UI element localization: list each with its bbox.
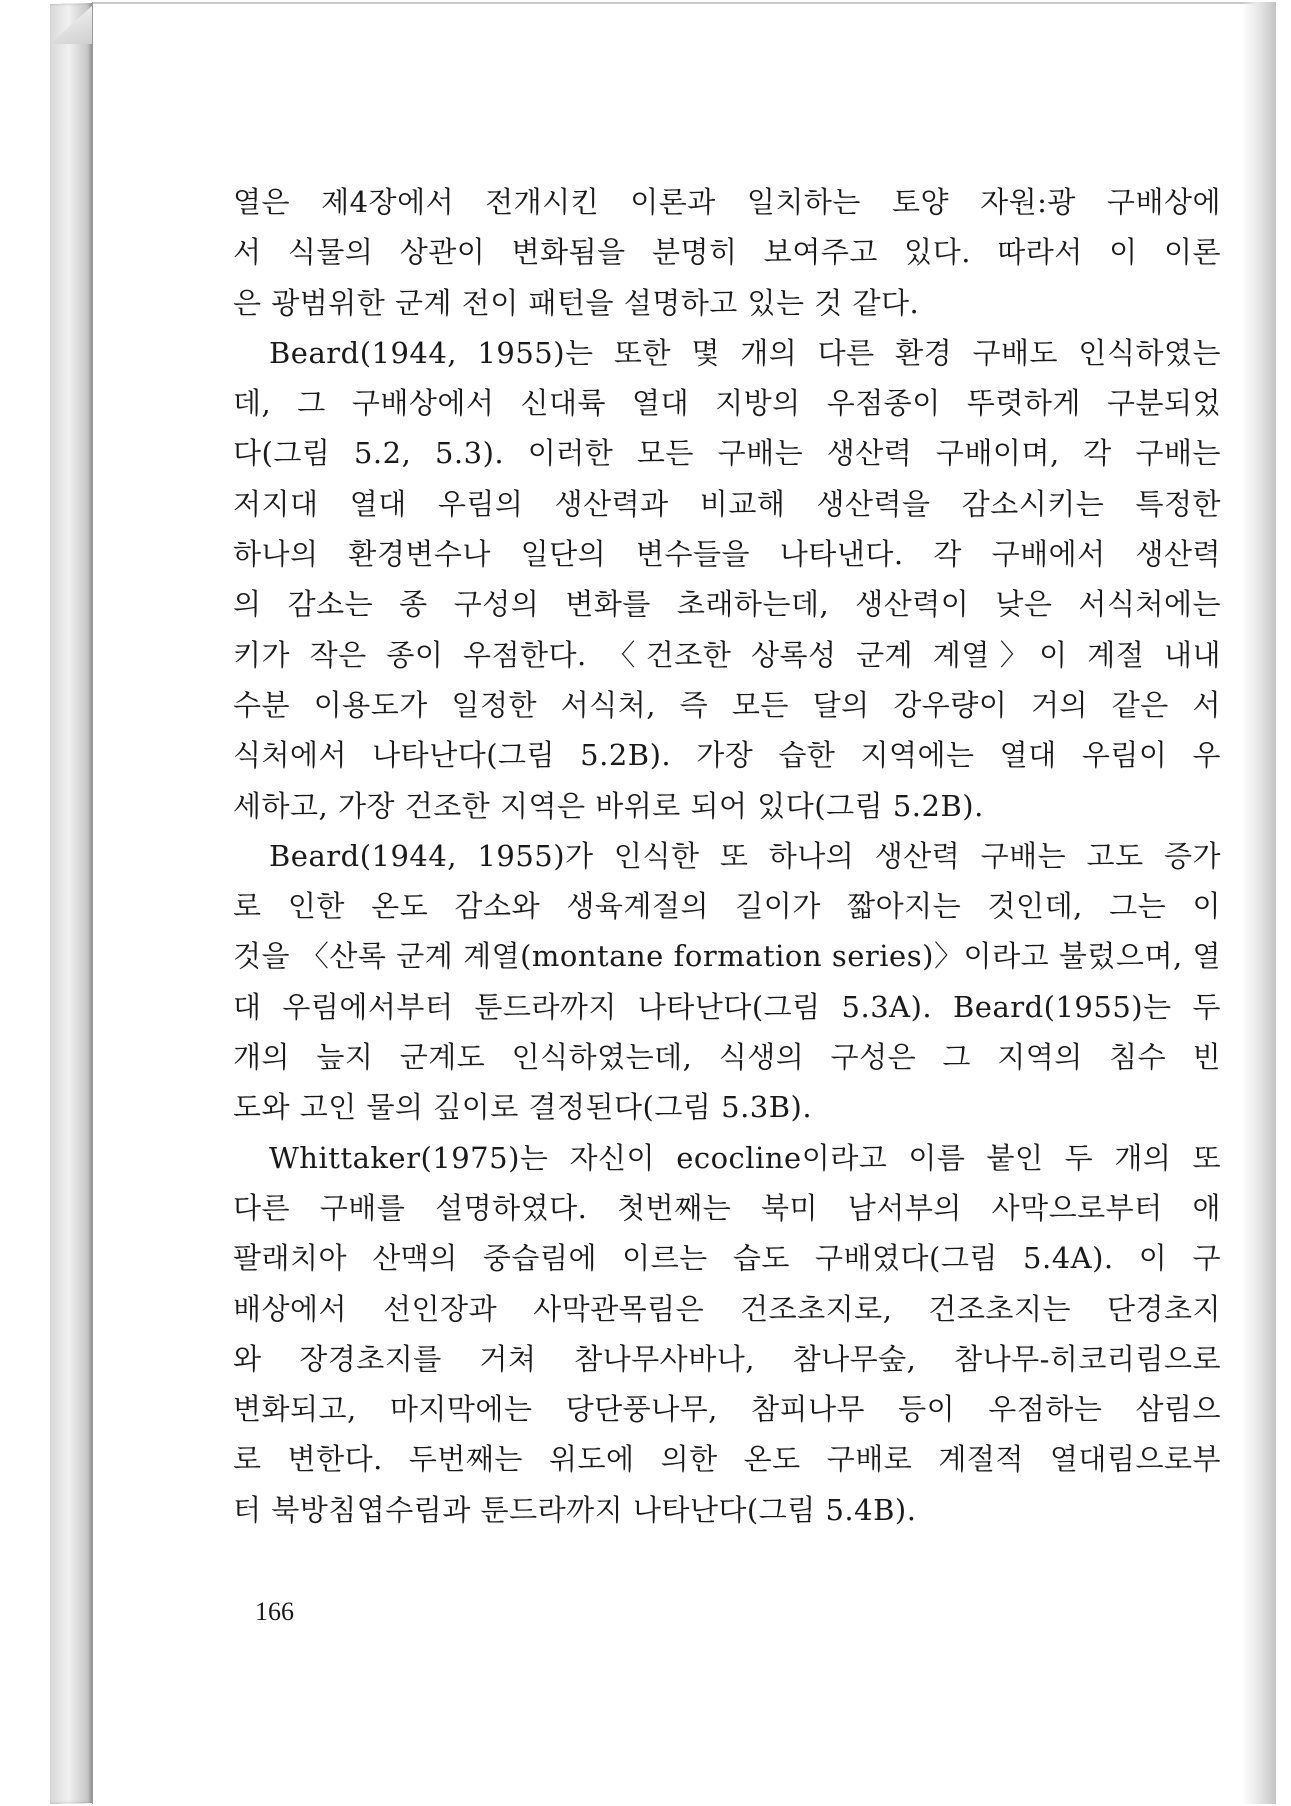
text-line: 변화되고, 마지막에는 당단풍나무, 참피나무 등이 우점하는 삼림으 xyxy=(233,1392,1221,1427)
text-line: 세하고, 가장 건조한 지역은 바위로 되어 있다(그림 5.2B). xyxy=(233,788,984,823)
text-line: 개의 늪지 군계도 인식하였는데, 식생의 구성은 그 지역의 침수 빈 xyxy=(233,1040,1221,1075)
text-line: 배상에서 선인장과 사막관목림은 건조초지로, 건조초지는 단경초지 xyxy=(233,1291,1221,1326)
text-line: 데, 그 구배상에서 신대륙 열대 지방의 우점종이 뚜렷하게 구분되었 xyxy=(233,386,1221,421)
text-line: 열은 제4장에서 전개시킨 이론과 일치하는 토양 자원:광 구배상에 xyxy=(233,185,1221,219)
text-line: 로 변한다. 두번째는 위도에 의한 온도 구배로 계절적 열대림으로부 xyxy=(233,1442,1221,1477)
text-line: 키가 작은 종이 우점한다. 〈건조한 상록성 군계 계열〉이 계절 내내 xyxy=(233,637,1221,672)
text-line: 로 인한 온도 감소와 생육계절의 길이가 짧아지는 것인데, 그는 이 xyxy=(233,889,1221,924)
text-line: 저지대 열대 우림의 생산력과 비교해 생산력을 감소시키는 특정한 xyxy=(233,486,1221,521)
text-line: Whittaker(1975)는 자신이 ecocline이라고 이름 붙인 두 개의 또 xyxy=(269,1140,1221,1175)
text-line: 서 식물의 상관이 변화됨을 분명히 보여주고 있다. 따라서 이 이론 xyxy=(233,235,1221,270)
page-top-edge xyxy=(93,2,1276,4)
text-line: 대 우림에서부터 툰드라까지 나타난다(그림 5.3A). Beard(1955)는 두 xyxy=(233,989,1221,1024)
text-line: 도와 고인 물의 깊이로 결정된다(그림 5.3B). xyxy=(233,1090,813,1125)
text-line: 식처에서 나타난다(그림 5.2B). 가장 습한 지역에는 열대 우림이 우 xyxy=(233,738,1221,773)
text-line: 다른 구배를 설명하였다. 첫번째는 북미 남서부의 사막으로부터 애 xyxy=(233,1190,1221,1225)
page-number: 166 xyxy=(255,1597,294,1626)
text-line: 은 광범위한 군계 전이 패턴을 설명하고 있는 것 같다. xyxy=(233,285,920,320)
text-line: 팔래치아 산맥의 중습림에 이르는 습도 구배였다(그림 5.4A). 이 구 xyxy=(233,1241,1221,1276)
text-line: 다(그림 5.2, 5.3). 이러한 모든 구배는 생산력 구배이며, 각 구배는 xyxy=(233,436,1221,471)
text-line: 것을 〈산록 군계 계열(montane formation series)〉이라고 불렀으며, 열 xyxy=(233,939,1221,974)
text-line: 수분 이용도가 일정한 서식처, 즉 모든 달의 강우량이 거의 같은 서 xyxy=(233,687,1221,722)
page-right-shadow xyxy=(1242,2,1276,1804)
body-text xyxy=(233,177,1221,1535)
text-line: Beard(1944, 1955)는 또한 몇 개의 다른 환경 구배도 인식하였는 xyxy=(269,335,1221,370)
text-line: 의 감소는 종 구성의 변화를 초래하는데, 생산력이 낮은 서식처에는 xyxy=(233,587,1221,622)
text-line: Beard(1944, 1955)가 인식한 또 하나의 생산력 구배는 고도 증가 xyxy=(269,838,1221,873)
book-page xyxy=(92,2,1276,1804)
text-line: 하나의 환경변수나 일단의 변수들을 나타낸다. 각 구배에서 생산력 xyxy=(233,537,1221,572)
text-line: 와 장경초지를 거쳐 참나무사바나, 참나무숲, 참나무-히코리림으로 xyxy=(233,1341,1221,1376)
book-spine-edge xyxy=(50,3,92,1804)
text-line: 터 북방침엽수림과 툰드라까지 나타난다(그림 5.4B). xyxy=(233,1492,917,1527)
